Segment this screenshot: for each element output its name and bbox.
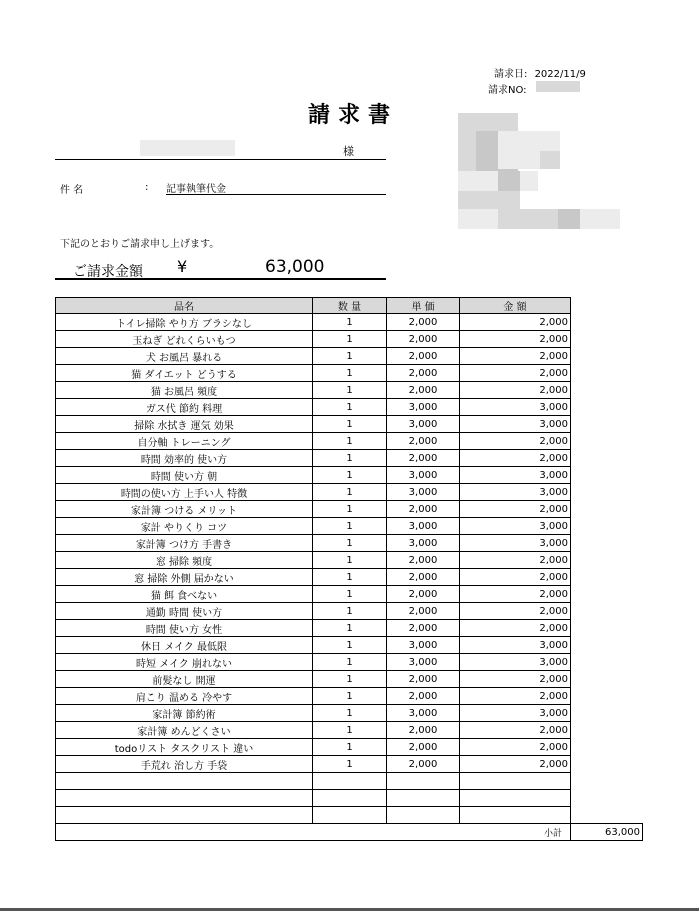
item-name: 猫 餌 食べない	[56, 586, 313, 603]
item-amount: 3,000	[460, 399, 571, 416]
item-unit-price: 2,000	[387, 722, 460, 739]
item-quantity: 1	[313, 399, 387, 416]
item-name: 手荒れ 治し方 手袋	[56, 756, 313, 773]
empty-cell	[313, 773, 387, 790]
item-quantity: 1	[313, 416, 387, 433]
item-quantity: 1	[313, 739, 387, 756]
item-unit-price: 2,000	[387, 671, 460, 688]
item-amount: 2,000	[460, 586, 571, 603]
item-name: 家計簿 めんどくさい	[56, 722, 313, 739]
table-side-gap	[571, 739, 643, 756]
table-side-gap	[571, 654, 643, 671]
item-name: 猫 お風呂 頻度	[56, 382, 313, 399]
item-quantity: 1	[313, 705, 387, 722]
item-quantity: 1	[313, 484, 387, 501]
empty-cell	[56, 807, 313, 824]
item-quantity: 1	[313, 637, 387, 654]
item-amount: 2,000	[460, 450, 571, 467]
table-side-gap	[571, 756, 643, 773]
item-amount: 3,000	[460, 484, 571, 501]
table-row	[56, 484, 643, 501]
item-amount: 2,000	[460, 331, 571, 348]
recipient-suffix: 様	[343, 145, 354, 158]
table-row	[56, 705, 643, 722]
item-unit-price: 2,000	[387, 569, 460, 586]
item-quantity: 1	[313, 467, 387, 484]
table-row	[56, 450, 643, 467]
table-row	[56, 314, 643, 331]
item-unit-price: 2,000	[387, 739, 460, 756]
item-quantity: 1	[313, 722, 387, 739]
sender-info-redacted	[458, 113, 623, 233]
item-name: 家計簿 つける メリット	[56, 501, 313, 518]
page-title: 請求書	[308, 103, 399, 128]
item-amount: 2,000	[460, 620, 571, 637]
item-unit-price: 3,000	[387, 416, 460, 433]
item-amount: 3,000	[460, 467, 571, 484]
item-unit-price: 3,000	[387, 467, 460, 484]
item-name: 時間 効率的 使い方	[56, 450, 313, 467]
empty-cell	[460, 773, 571, 790]
empty-row	[56, 790, 643, 807]
empty-cell	[460, 807, 571, 824]
item-name: 前髪なし 開運	[56, 671, 313, 688]
item-unit-price: 2,000	[387, 365, 460, 382]
table-side-gap	[571, 467, 643, 484]
item-amount: 3,000	[460, 416, 571, 433]
item-amount: 2,000	[460, 569, 571, 586]
table-side-gap	[571, 518, 643, 535]
item-quantity: 1	[313, 569, 387, 586]
table-side-gap	[571, 298, 643, 314]
item-amount: 2,000	[460, 603, 571, 620]
empty-cell	[56, 790, 313, 807]
item-amount: 3,000	[460, 654, 571, 671]
item-quantity: 1	[313, 671, 387, 688]
item-name: 玉ねぎ どれくらいもつ	[56, 331, 313, 348]
item-name: 犬 お風呂 暴れる	[56, 348, 313, 365]
table-row	[56, 603, 643, 620]
item-name: 掃除 水拭き 運気 効果	[56, 416, 313, 433]
table-row	[56, 467, 643, 484]
item-quantity: 1	[313, 756, 387, 773]
table-side-gap	[571, 705, 643, 722]
table-side-gap	[571, 433, 643, 450]
item-quantity: 1	[313, 552, 387, 569]
item-name: 窓 掃除 外側 届かない	[56, 569, 313, 586]
invoice-number-label: 請求NO:	[488, 85, 527, 96]
table-row	[56, 382, 643, 399]
table-side-gap	[571, 331, 643, 348]
table-row	[56, 416, 643, 433]
item-quantity: 1	[313, 620, 387, 637]
table-row	[56, 688, 643, 705]
table-side-gap	[571, 637, 643, 654]
intro-text: 下記のとおりご請求申し上げます。	[60, 239, 220, 250]
item-quantity: 1	[313, 382, 387, 399]
table-row	[56, 586, 643, 603]
item-quantity: 1	[313, 518, 387, 535]
table-side-gap	[571, 365, 643, 382]
table-row	[56, 569, 643, 586]
table-side-gap	[571, 671, 643, 688]
item-unit-price: 2,000	[387, 501, 460, 518]
table-side-gap	[571, 586, 643, 603]
recipient-line	[55, 140, 386, 160]
table-side-gap	[571, 790, 643, 807]
table-side-gap	[571, 722, 643, 739]
table-side-gap	[571, 501, 643, 518]
table-row	[56, 365, 643, 382]
item-unit-price: 2,000	[387, 620, 460, 637]
table-row	[56, 501, 643, 518]
item-amount: 2,000	[460, 348, 571, 365]
item-name: ガス代 節約 料理	[56, 399, 313, 416]
item-unit-price: 2,000	[387, 552, 460, 569]
col-header-amount: 金 額	[460, 298, 571, 314]
table-row	[56, 348, 643, 365]
table-row	[56, 518, 643, 535]
table-side-gap	[571, 416, 643, 433]
item-unit-price: 2,000	[387, 586, 460, 603]
table-side-gap	[571, 807, 643, 824]
subtotal-label: 小計	[460, 824, 571, 841]
subtotal-spacer	[56, 824, 460, 841]
empty-row	[56, 807, 643, 824]
item-unit-price: 2,000	[387, 603, 460, 620]
item-unit-price: 2,000	[387, 433, 460, 450]
item-name: 家計簿 節約術	[56, 705, 313, 722]
item-quantity: 1	[313, 365, 387, 382]
table-row	[56, 620, 643, 637]
table-row	[56, 331, 643, 348]
item-quantity: 1	[313, 586, 387, 603]
col-header-unit-price: 単 価	[387, 298, 460, 314]
item-quantity: 1	[313, 535, 387, 552]
item-quantity: 1	[313, 688, 387, 705]
item-quantity: 1	[313, 331, 387, 348]
col-header-item: 品名	[56, 298, 313, 314]
table-row	[56, 399, 643, 416]
subtotal-row	[56, 824, 643, 841]
item-unit-price: 2,000	[387, 331, 460, 348]
table-side-gap	[571, 688, 643, 705]
item-amount: 2,000	[460, 739, 571, 756]
table-side-gap	[571, 552, 643, 569]
recipient-name-redacted	[140, 140, 235, 156]
item-unit-price: 2,000	[387, 756, 460, 773]
item-name: 通勤 時間 使い方	[56, 603, 313, 620]
item-quantity: 1	[313, 603, 387, 620]
table-row	[56, 739, 643, 756]
item-unit-price: 3,000	[387, 705, 460, 722]
table-side-gap	[571, 450, 643, 467]
item-unit-price: 3,000	[387, 484, 460, 501]
item-unit-price: 2,000	[387, 688, 460, 705]
table-header-row	[56, 298, 643, 314]
item-name: 時間 使い方 朝	[56, 467, 313, 484]
table-side-gap	[571, 603, 643, 620]
empty-cell	[387, 773, 460, 790]
table-side-gap	[571, 773, 643, 790]
invoice-date-label: 請求日:	[494, 69, 528, 80]
total-amount-value: 63,000	[265, 257, 325, 277]
items-table	[55, 297, 643, 841]
col-header-qty: 数 量	[313, 298, 387, 314]
item-amount: 2,000	[460, 756, 571, 773]
table-side-gap	[571, 382, 643, 399]
table-row	[56, 671, 643, 688]
item-amount: 3,000	[460, 518, 571, 535]
currency-symbol: ¥	[177, 257, 188, 276]
item-name: 時短 メイク 崩れない	[56, 654, 313, 671]
subject-label: 件 名	[60, 185, 84, 196]
item-name: トイレ掃除 やり方 ブラシなし	[56, 314, 313, 331]
empty-cell	[56, 773, 313, 790]
item-name: 家計 やりくり コツ	[56, 518, 313, 535]
table-side-gap	[571, 314, 643, 331]
empty-cell	[313, 807, 387, 824]
item-unit-price: 3,000	[387, 654, 460, 671]
item-unit-price: 3,000	[387, 637, 460, 654]
table-side-gap	[571, 399, 643, 416]
table-row	[56, 722, 643, 739]
invoice-date-value: 2022/11/9	[534, 69, 586, 80]
item-name: 家計簿 つけ方 手書き	[56, 535, 313, 552]
item-name: 肩こり 温める 冷やす	[56, 688, 313, 705]
table-row	[56, 654, 643, 671]
item-amount: 3,000	[460, 535, 571, 552]
item-unit-price: 2,000	[387, 314, 460, 331]
subject-value: 記事執筆代金	[166, 180, 386, 195]
item-unit-price: 3,000	[387, 535, 460, 552]
item-quantity: 1	[313, 654, 387, 671]
empty-cell	[387, 807, 460, 824]
item-amount: 2,000	[460, 382, 571, 399]
item-name: 猫 ダイエット どうする	[56, 365, 313, 382]
item-unit-price: 2,000	[387, 450, 460, 467]
total-amount-label: ご請求金額	[73, 264, 143, 280]
item-name: 自分軸 トレーニング	[56, 433, 313, 450]
table-side-gap	[571, 484, 643, 501]
empty-row	[56, 773, 643, 790]
total-amount-box	[55, 256, 386, 280]
invoice-number-redacted	[536, 81, 580, 92]
table-side-gap	[571, 569, 643, 586]
empty-cell	[387, 790, 460, 807]
empty-cell	[460, 790, 571, 807]
item-amount: 2,000	[460, 501, 571, 518]
item-unit-price: 2,000	[387, 382, 460, 399]
item-amount: 2,000	[460, 433, 571, 450]
table-row	[56, 637, 643, 654]
item-name: 時間 使い方 女性	[56, 620, 313, 637]
item-name: 休日 メイク 最低限	[56, 637, 313, 654]
item-amount: 2,000	[460, 671, 571, 688]
item-name: todoリスト タスクリスト 違い	[56, 739, 313, 756]
item-quantity: 1	[313, 501, 387, 518]
invoice-date	[494, 65, 586, 80]
table-side-gap	[571, 620, 643, 637]
item-amount: 2,000	[460, 365, 571, 382]
table-row	[56, 552, 643, 569]
table-row	[56, 433, 643, 450]
item-unit-price: 3,000	[387, 518, 460, 535]
table-side-gap	[571, 348, 643, 365]
item-quantity: 1	[313, 348, 387, 365]
item-amount: 2,000	[460, 688, 571, 705]
empty-cell	[313, 790, 387, 807]
item-amount: 2,000	[460, 552, 571, 569]
item-amount: 3,000	[460, 637, 571, 654]
item-amount: 3,000	[460, 705, 571, 722]
subject-colon: :	[145, 182, 149, 193]
item-amount: 2,000	[460, 314, 571, 331]
table-row	[56, 535, 643, 552]
item-quantity: 1	[313, 433, 387, 450]
item-name: 窓 掃除 頻度	[56, 552, 313, 569]
item-quantity: 1	[313, 314, 387, 331]
table-row	[56, 756, 643, 773]
subtotal-value: 63,000	[571, 824, 643, 841]
item-name: 時間の使い方 上手い人 特徴	[56, 484, 313, 501]
item-quantity: 1	[313, 450, 387, 467]
item-amount: 2,000	[460, 722, 571, 739]
table-side-gap	[571, 535, 643, 552]
item-unit-price: 2,000	[387, 348, 460, 365]
item-unit-price: 3,000	[387, 399, 460, 416]
